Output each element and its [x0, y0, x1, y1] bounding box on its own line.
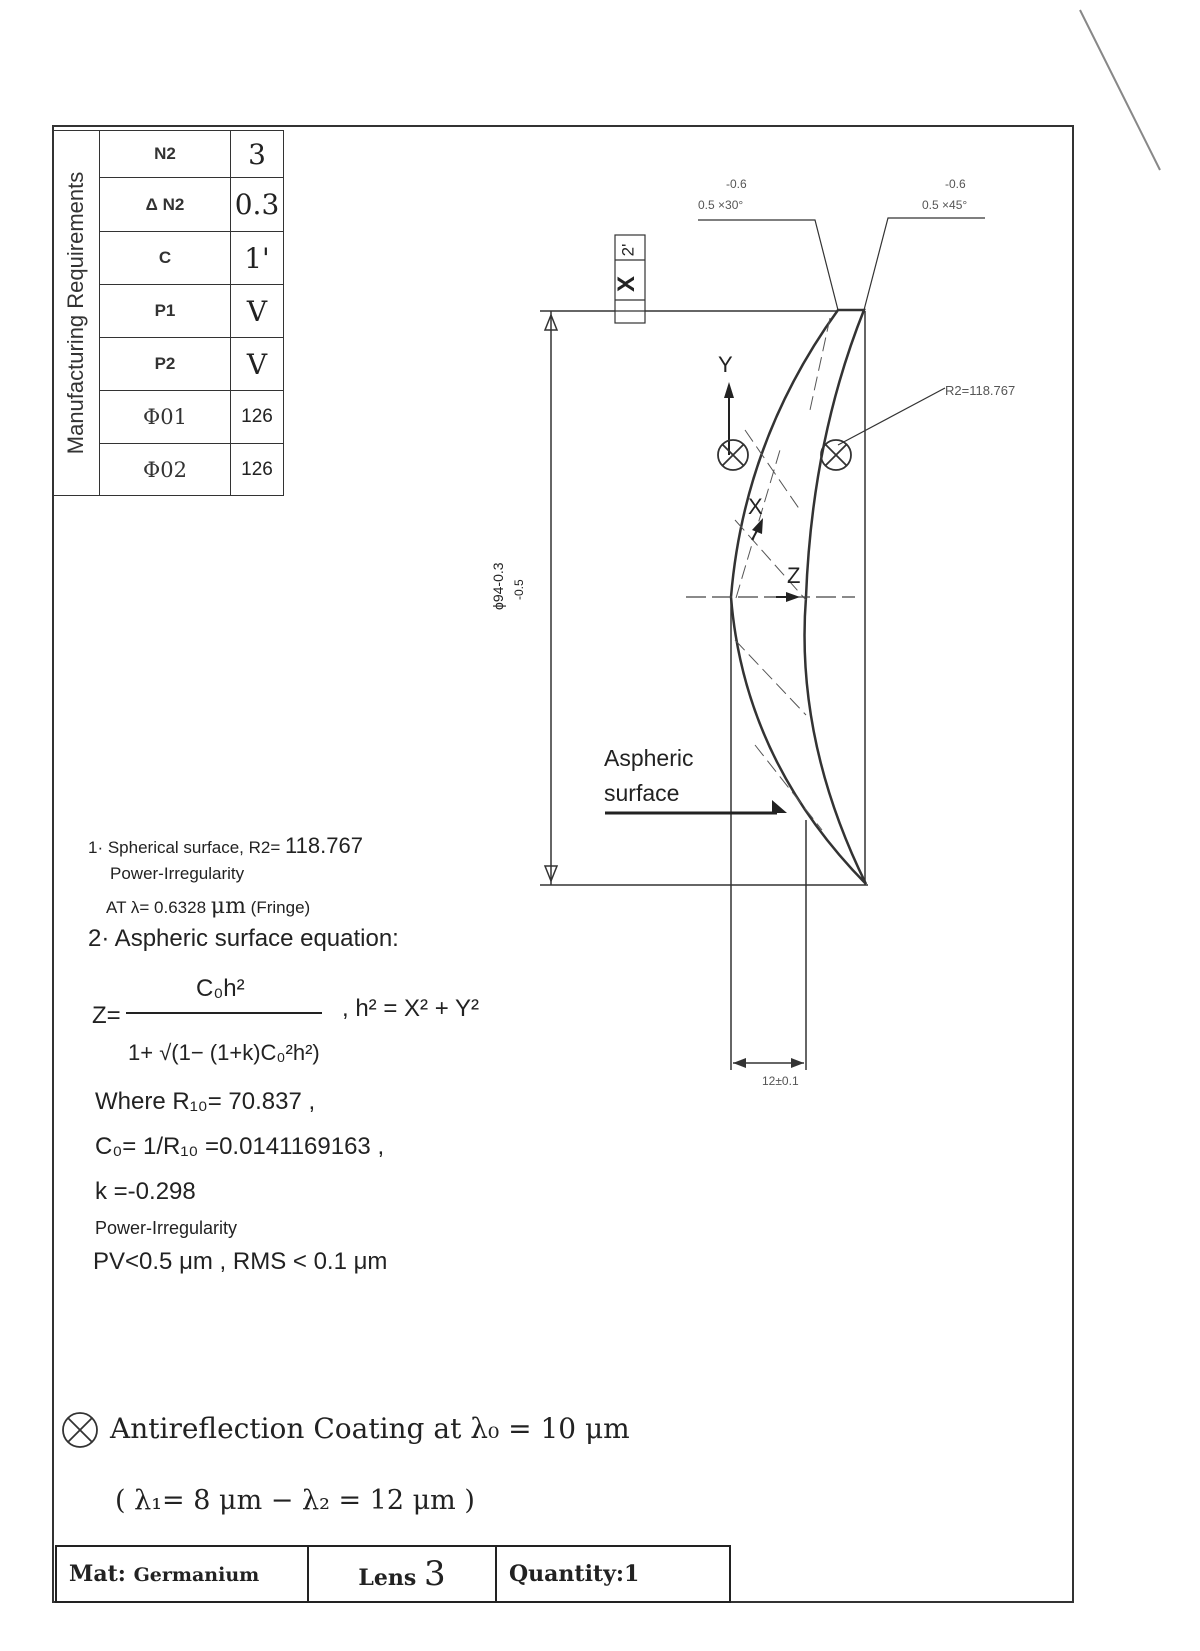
requirements-title: Manufacturing Requirements: [63, 171, 88, 455]
wavelength-text: AT λ= 0.6328: [106, 898, 207, 917]
aspheric-label-1: Aspheric: [604, 745, 694, 771]
k-value: k =-0.298: [95, 1178, 196, 1205]
tilt-symbol: X: [613, 275, 641, 293]
axis-z-label: Z: [787, 563, 801, 588]
chamfer-right-tolerance: -0.6: [945, 177, 966, 191]
spherical-radius: 118.767: [285, 833, 363, 858]
chamfer-right-label: 0.5 ×45°: [922, 198, 968, 212]
thickness-arrow-left: [733, 1058, 746, 1068]
lens-value: 3: [423, 1554, 446, 1594]
quantity-cell: [496, 1546, 730, 1602]
req-value-delta-n2: 0.3: [231, 178, 284, 232]
aspheric-label-2: surface: [604, 780, 680, 806]
radius-leader: [838, 388, 945, 445]
wavelength-line: [106, 894, 310, 919]
equation-lhs: Z=: [92, 1002, 121, 1029]
coating-note-icon: [60, 1410, 100, 1450]
lens-cell: [308, 1546, 496, 1602]
axis-y-label: Y: [718, 352, 733, 377]
power-irregularity-1: Power-Irregularity: [110, 864, 245, 883]
equation-numerator: C₀h²: [196, 975, 245, 1002]
material-cell: [56, 1546, 308, 1602]
diameter-label: ϕ94-0.3: [490, 562, 506, 610]
thickness-arrow-right: [791, 1058, 804, 1068]
req-value-phi02: 126: [231, 444, 284, 496]
axis-x-label: X: [748, 494, 763, 519]
pv-rms: PV<0.5 μm , RMS < 0.1 μm: [93, 1248, 388, 1275]
lens-label: Lens: [358, 1565, 417, 1591]
where-r10: Where R₁₀= 70.837 ,: [95, 1088, 316, 1115]
c0-value: C₀= 1/R₁₀ =0.0141169163 ,: [95, 1133, 385, 1160]
power-irregularity-2: Power-Irregularity: [95, 1218, 238, 1238]
thickness-label: 12±0.1: [762, 1074, 799, 1088]
req-value-phi01: 126: [231, 391, 284, 444]
material-value: Germanium: [133, 1564, 260, 1586]
req-value-n2: 3: [231, 131, 284, 178]
chamfer-left-label: 0.5 ×30°: [698, 198, 744, 212]
req-value-p1: V: [231, 285, 284, 338]
chamfer-left-leader: [698, 220, 838, 310]
req-value-p2: V: [231, 338, 284, 391]
coating-line-2: ( λ₁= 8 μm − λ₂ = 12 μm ): [115, 1485, 475, 1516]
coating-line-1: Antireflection Coating at λ₀ = 10 μm: [110, 1412, 630, 1445]
aspheric-equation-title: 2· Aspheric surface equation:: [88, 925, 399, 952]
equation-fraction-bar: [126, 1012, 322, 1014]
radius-label: R2=118.767: [945, 383, 1016, 398]
equation-h: , h² = X² + Y²: [342, 995, 479, 1022]
quantity: Quantity:1: [509, 1561, 640, 1587]
req-label-delta-n2: Δ N2: [100, 178, 231, 232]
material-label: Mat:: [69, 1561, 126, 1587]
aspheric-pointer-arrow: [772, 800, 787, 813]
equation-denominator: 1+ √(1− (1+k)C₀²h²): [128, 1040, 320, 1065]
spherical-surface-text: 1· Spherical surface, R2=: [88, 838, 281, 857]
tilt-value: 2': [618, 243, 638, 257]
req-label-n2: N2: [100, 131, 231, 178]
req-label-p2: P2: [100, 338, 231, 391]
req-label-phi02: Φ02: [100, 444, 231, 496]
fringe-text: (Fringe): [250, 898, 311, 917]
req-value-c: 1': [231, 232, 284, 285]
req-label-c: C: [100, 232, 231, 285]
req-label-p1: P1: [100, 285, 231, 338]
wavelength-unit: μm: [210, 894, 246, 919]
y-axis-arrow: [724, 382, 734, 398]
chamfer-right-leader: [864, 218, 985, 310]
chamfer-left-tolerance: -0.6: [726, 177, 747, 191]
diameter-tolerance: -0.5: [512, 579, 526, 600]
title-block: [55, 1545, 731, 1603]
req-label-phi01: Φ01: [100, 391, 231, 444]
spherical-surface-title: [88, 833, 363, 859]
